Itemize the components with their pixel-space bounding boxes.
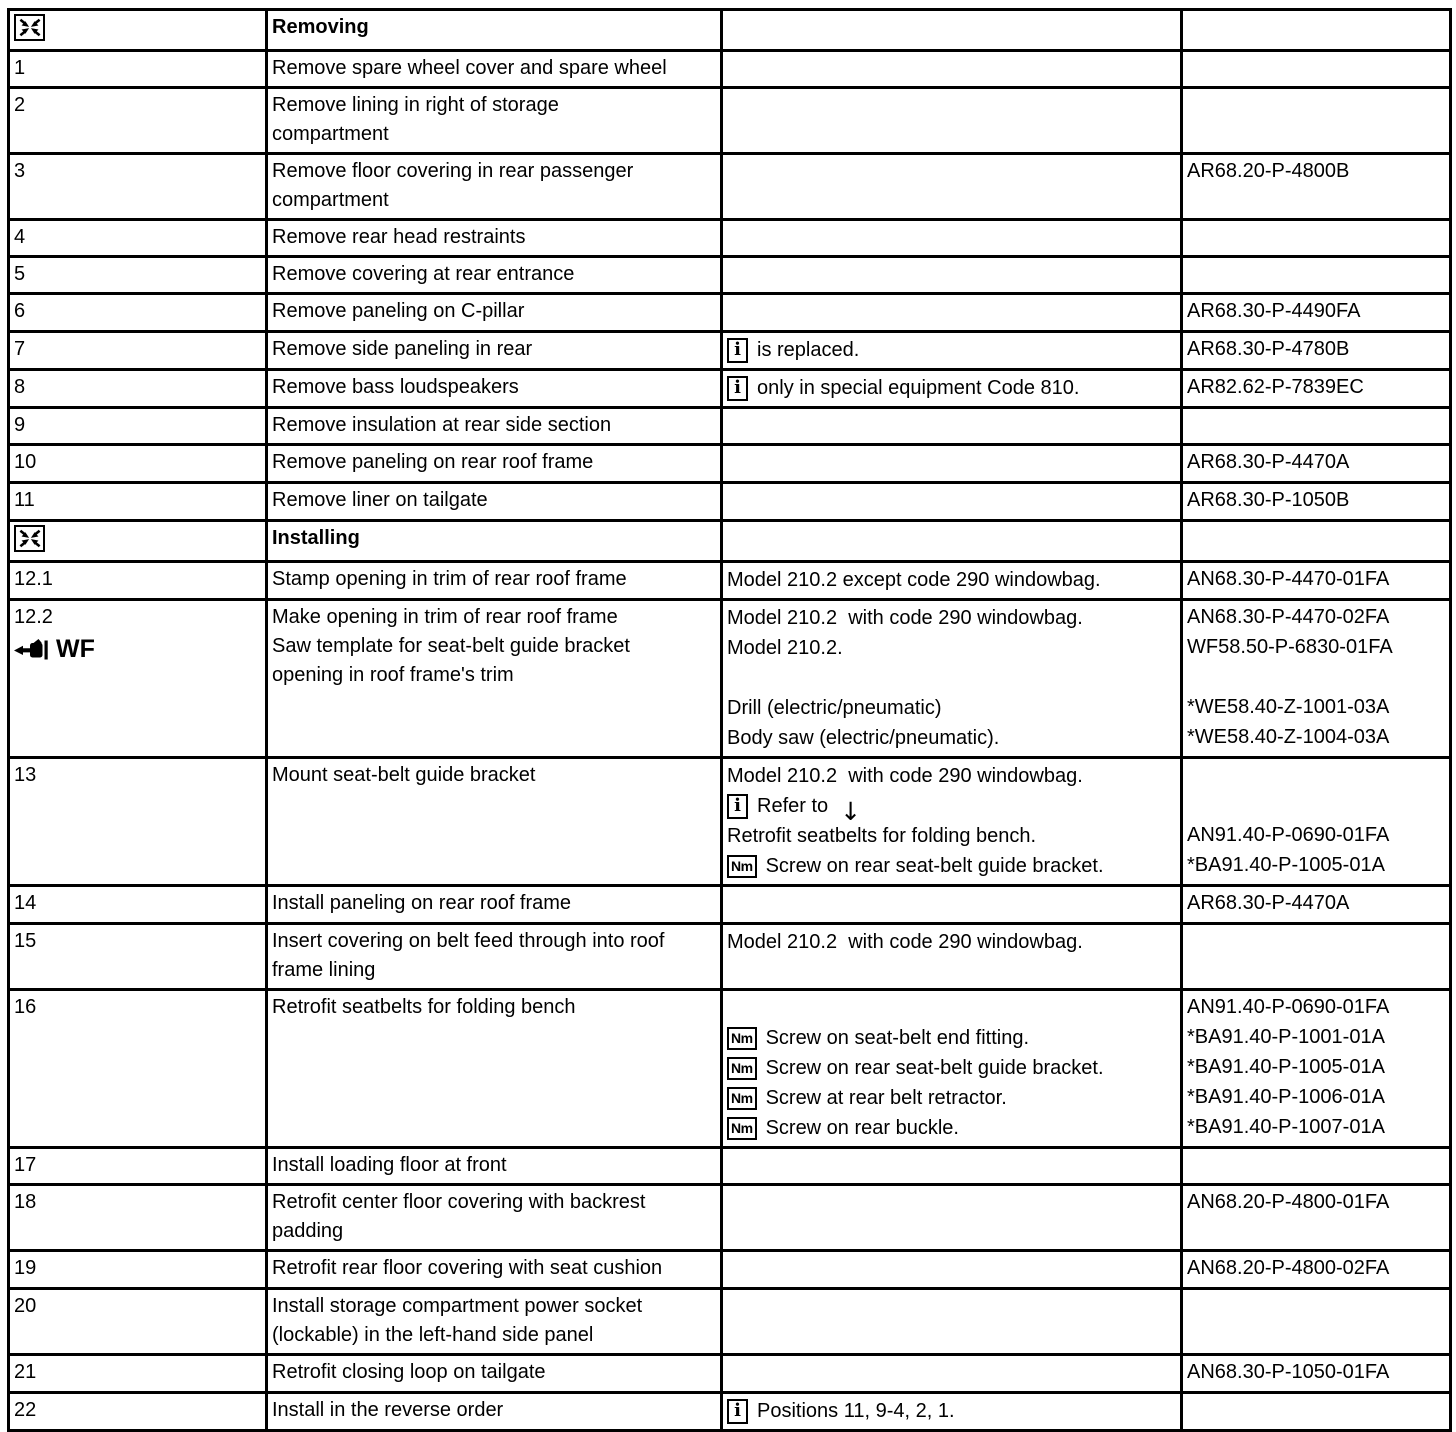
notes-cell [722, 1148, 1182, 1185]
note-text: Model 210.2. [727, 636, 843, 659]
step-cell [9, 1289, 267, 1355]
step-number: 13 [14, 764, 37, 786]
collapse-arrows-icon [14, 14, 45, 41]
table-row [9, 562, 1451, 600]
notes-cell [722, 1355, 1182, 1393]
procedure-cell [267, 1185, 722, 1251]
note-line [727, 821, 1174, 851]
procedure-cell [267, 521, 722, 562]
reference-cell [1182, 257, 1451, 294]
step-number: 11 [14, 489, 35, 511]
reference-cell [1182, 445, 1451, 483]
table-row [9, 990, 1451, 1148]
reference-cell [1182, 294, 1451, 332]
step-cell [9, 483, 267, 521]
procedure-text: padding [272, 1220, 344, 1242]
table-row [9, 1148, 1451, 1185]
procedure-table-body [9, 10, 1451, 1431]
step-cell [9, 1185, 267, 1251]
note-line [727, 693, 1174, 723]
note-text: Model 210.2 with code 290 windowbag. [727, 606, 1083, 629]
reference-cell [1182, 1185, 1451, 1251]
procedure-text: Install in the reverse order [272, 1399, 504, 1421]
step-number: 8 [14, 376, 26, 398]
reference-code: *BA91.40-P-1007-01A [1187, 1116, 1385, 1138]
notes-cell [722, 924, 1182, 990]
procedure-text: Install loading floor at front [272, 1154, 507, 1176]
note-text: is replaced. [757, 338, 860, 361]
procedure-text: Insert covering on belt feed through into roof [272, 930, 665, 952]
note-line [727, 565, 1174, 595]
reference-code: AN68.30-P-1050-01FA [1187, 1361, 1390, 1383]
reference-code [1187, 761, 1443, 791]
table-row [9, 1251, 1451, 1289]
note-line [727, 373, 1174, 403]
procedure-text: Remove covering at rear entrance [272, 263, 575, 285]
note-text: Screw on seat-belt end fitting. [765, 1026, 1030, 1049]
info-icon: i [727, 376, 748, 401]
reference-code: AN68.20-P-4800-01FA [1187, 1191, 1390, 1213]
notes-cell [722, 521, 1182, 562]
section-row [9, 521, 1451, 562]
torque-nm-icon: Nm [727, 1057, 757, 1080]
procedure-cell [267, 1289, 722, 1355]
reference-cell [1182, 924, 1451, 990]
step-number: 12.2 [14, 606, 53, 628]
step-cell [9, 257, 267, 294]
note-line [727, 791, 1174, 826]
reference-cell [1182, 886, 1451, 924]
note-line [727, 1396, 1174, 1426]
procedure-cell [267, 886, 722, 924]
notes-cell [722, 562, 1182, 600]
step-number: 12.1 [14, 568, 53, 590]
step-number: 3 [14, 160, 26, 182]
step-number: 16 [14, 996, 37, 1018]
wf-reference-badge [14, 635, 259, 664]
step-number: 1 [14, 57, 26, 79]
procedure-text: Make opening in trim of rear roof frame [272, 606, 618, 628]
table-row [9, 220, 1451, 257]
procedure-cell [267, 1251, 722, 1289]
procedure-cell [267, 924, 722, 990]
reference-code [1187, 663, 1443, 693]
procedure-cell [267, 1148, 722, 1185]
procedure-cell [267, 257, 722, 294]
step-cell [9, 408, 267, 445]
procedure-cell [267, 990, 722, 1148]
notes-cell [722, 445, 1182, 483]
table-row [9, 483, 1451, 521]
procedure-text: Remove rear head restraints [272, 226, 526, 248]
notes-cell [722, 88, 1182, 154]
info-icon: i [727, 338, 748, 363]
step-cell [9, 10, 267, 51]
procedure-text: Saw template for seat-belt guide bracket [272, 635, 630, 657]
notes-cell [722, 370, 1182, 408]
note-text: Model 210.2 except code 290 windowbag. [727, 568, 1101, 591]
reference-cell [1182, 600, 1451, 758]
note-text: Screw on rear buckle. [765, 1116, 959, 1139]
procedure-text: Retrofit seatbelts for folding bench [272, 996, 576, 1018]
notes-cell [722, 408, 1182, 445]
procedure-text: compartment [272, 123, 389, 145]
reference-code: AR68.30-P-1050B [1187, 489, 1350, 511]
step-number: 15 [14, 930, 37, 952]
procedure-text: Remove side paneling in rear [272, 338, 533, 360]
table-row [9, 1393, 1451, 1431]
collapse-arrows-icon [14, 525, 45, 552]
table-row [9, 600, 1451, 758]
torque-nm-icon: Nm [727, 1027, 757, 1050]
reference-code: AN68.20-P-4800-02FA [1187, 1257, 1390, 1279]
step-cell [9, 370, 267, 408]
step-number: 5 [14, 263, 26, 285]
pointing-hand-icon [14, 638, 49, 662]
step-cell [9, 154, 267, 220]
step-cell [9, 886, 267, 924]
procedure-text: Remove paneling on C-pillar [272, 300, 525, 322]
reference-cell [1182, 990, 1451, 1148]
reference-code: *BA91.40-P-1006-01A [1187, 1086, 1385, 1108]
reference-code: WF58.50-P-6830-01FA [1187, 636, 1393, 658]
procedure-text: frame lining [272, 959, 376, 981]
procedure-text: (lockable) in the left-hand side panel [272, 1324, 594, 1346]
step-cell [9, 1355, 267, 1393]
procedure-text: Remove paneling on rear roof frame [272, 451, 594, 473]
procedure-text: Retrofit center floor covering with backrest [272, 1191, 646, 1213]
reference-code [1187, 791, 1443, 821]
table-row [9, 294, 1451, 332]
procedure-cell [267, 220, 722, 257]
step-cell [9, 332, 267, 370]
procedure-table [7, 8, 1452, 1432]
step-cell [9, 1393, 267, 1431]
step-cell [9, 445, 267, 483]
step-number: 6 [14, 300, 26, 322]
step-number: 22 [14, 1399, 37, 1421]
down-arrow-icon: ↓ [840, 796, 862, 826]
note-text: only in special equipment Code 810. [757, 376, 1080, 399]
reference-cell [1182, 562, 1451, 600]
note-text: Model 210.2 with code 290 windowbag. [727, 930, 1083, 953]
notes-cell [722, 1185, 1182, 1251]
note-line [727, 335, 1174, 365]
note-text: Body saw (electric/pneumatic). [727, 726, 1000, 749]
reference-cell [1182, 154, 1451, 220]
reference-code: *BA91.40-P-1001-01A [1187, 1026, 1385, 1048]
step-cell [9, 220, 267, 257]
notes-cell [722, 10, 1182, 51]
note-line [727, 761, 1174, 791]
procedure-text: Install paneling on rear roof frame [272, 892, 572, 914]
step-number: 14 [14, 892, 37, 914]
table-row [9, 924, 1451, 990]
procedure-cell [267, 10, 722, 51]
section-row [9, 10, 1451, 51]
notes-cell [722, 886, 1182, 924]
reference-cell [1182, 483, 1451, 521]
reference-cell [1182, 521, 1451, 562]
notes-cell [722, 294, 1182, 332]
note-line [727, 603, 1174, 633]
step-cell [9, 990, 267, 1148]
torque-nm-icon: Nm [727, 1087, 757, 1110]
table-row [9, 1185, 1451, 1251]
step-cell [9, 924, 267, 990]
note-text: Screw on rear seat-belt guide bracket. [765, 854, 1104, 877]
notes-cell [722, 483, 1182, 521]
reference-code: *BA91.40-P-1005-01A [1187, 854, 1385, 876]
procedure-cell [267, 483, 722, 521]
reference-code: *BA91.40-P-1005-01A [1187, 1056, 1385, 1078]
torque-nm-icon: Nm [727, 855, 757, 878]
torque-nm-icon: Nm [727, 1117, 757, 1140]
procedure-text: Install storage compartment power socket [272, 1295, 643, 1317]
reference-code: *WE58.40-Z-1004-03A [1187, 726, 1390, 748]
table-row [9, 370, 1451, 408]
reference-code: AN68.30-P-4470-02FA [1187, 606, 1390, 628]
procedure-cell [267, 408, 722, 445]
reference-code: AR68.30-P-4490FA [1187, 300, 1361, 322]
note-line [727, 1113, 1174, 1143]
reference-code: AN91.40-P-0690-01FA [1187, 996, 1390, 1018]
step-number: 18 [14, 1191, 37, 1213]
table-row [9, 88, 1451, 154]
note-line [727, 1083, 1174, 1113]
step-cell [9, 600, 267, 758]
procedure-text: Remove bass loudspeakers [272, 376, 519, 398]
reference-code: *WE58.40-Z-1001-03A [1187, 696, 1390, 718]
procedure-cell [267, 562, 722, 600]
note-line [727, 633, 1174, 663]
reference-cell [1182, 370, 1451, 408]
note-line [727, 1023, 1174, 1053]
reference-code: AN91.40-P-0690-01FA [1187, 824, 1390, 846]
reference-cell [1182, 408, 1451, 445]
reference-cell [1182, 1289, 1451, 1355]
procedure-cell [267, 758, 722, 886]
procedure-cell [267, 445, 722, 483]
procedure-text: Remove insulation at rear side section [272, 414, 612, 436]
note-line [727, 723, 1174, 753]
step-number: 7 [14, 338, 26, 360]
step-cell [9, 521, 267, 562]
procedure-cell [267, 88, 722, 154]
reference-cell [1182, 1148, 1451, 1185]
reference-code: AN68.30-P-4470-01FA [1187, 568, 1390, 590]
procedure-text: Remove floor covering in rear passenger [272, 160, 634, 182]
reference-cell [1182, 1393, 1451, 1431]
procedure-cell [267, 1393, 722, 1431]
notes-cell [722, 257, 1182, 294]
procedure-text: Stamp opening in trim of rear roof frame [272, 568, 627, 590]
procedure-cell [267, 370, 722, 408]
note-text: Model 210.2 with code 290 windowbag. [727, 764, 1083, 787]
note-text: Screw on rear seat-belt guide bracket. [765, 1056, 1104, 1079]
note-text: Screw at rear belt retractor. [765, 1086, 1007, 1109]
procedure-text: opening in roof frame's trim [272, 664, 514, 686]
table-row [9, 51, 1451, 88]
step-number: 20 [14, 1295, 37, 1317]
table-row [9, 257, 1451, 294]
note-line [727, 663, 1174, 693]
step-cell [9, 1251, 267, 1289]
reference-code: AR82.62-P-7839EC [1187, 376, 1364, 398]
step-cell [9, 294, 267, 332]
procedure-cell [267, 294, 722, 332]
table-row [9, 332, 1451, 370]
step-number: 10 [14, 451, 37, 473]
procedure-cell [267, 600, 722, 758]
reference-code: AR68.20-P-4800B [1187, 160, 1350, 182]
step-number: 21 [14, 1361, 37, 1383]
wf-label: WF [56, 635, 95, 663]
table-row [9, 408, 1451, 445]
step-number: 19 [14, 1257, 37, 1279]
reference-cell [1182, 220, 1451, 257]
procedure-text: Retrofit rear floor covering with seat cushion [272, 1257, 663, 1279]
procedure-cell [267, 1355, 722, 1393]
procedure-text: Remove spare wheel cover and spare wheel [272, 57, 667, 79]
reference-cell [1182, 88, 1451, 154]
notes-cell [722, 220, 1182, 257]
reference-cell [1182, 758, 1451, 886]
reference-code: AR68.30-P-4470A [1187, 451, 1350, 473]
notes-cell [722, 990, 1182, 1148]
procedure-cell [267, 154, 722, 220]
reference-cell [1182, 332, 1451, 370]
procedure-text: compartment [272, 189, 389, 211]
reference-cell [1182, 1355, 1451, 1393]
reference-code: AR68.30-P-4470A [1187, 892, 1350, 914]
notes-cell [722, 1251, 1182, 1289]
procedure-text: Remove liner on tailgate [272, 489, 488, 511]
note-text: Retrofit seatbelts for folding bench. [727, 824, 1037, 847]
table-row [9, 758, 1451, 886]
info-icon: i [727, 1399, 748, 1424]
section-title: Installing [272, 527, 360, 549]
notes-cell [722, 51, 1182, 88]
reference-cell [1182, 1251, 1451, 1289]
note-line [727, 1053, 1174, 1083]
procedure-text: Retrofit closing loop on tailgate [272, 1361, 546, 1383]
note-line [727, 993, 1174, 1023]
notes-cell [722, 1393, 1182, 1431]
info-icon: i [727, 794, 748, 819]
step-number: 9 [14, 414, 26, 436]
procedure-cell [267, 332, 722, 370]
procedure-text: Remove lining in right of storage [272, 94, 559, 116]
table-row [9, 154, 1451, 220]
reference-cell [1182, 10, 1451, 51]
reference-code: AR68.30-P-4780B [1187, 338, 1350, 360]
step-cell [9, 758, 267, 886]
note-line [727, 927, 1174, 957]
note-line [727, 851, 1174, 881]
table-row [9, 1289, 1451, 1355]
procedure-cell [267, 51, 722, 88]
table-row [9, 886, 1451, 924]
note-text: Refer to [757, 794, 829, 817]
notes-cell [722, 1289, 1182, 1355]
step-number: 2 [14, 94, 26, 116]
table-row [9, 1355, 1451, 1393]
notes-cell [722, 154, 1182, 220]
note-text: Drill (electric/pneumatic) [727, 696, 942, 719]
step-cell [9, 1148, 267, 1185]
step-number: 17 [14, 1154, 37, 1176]
notes-cell [722, 332, 1182, 370]
step-cell [9, 51, 267, 88]
step-cell [9, 88, 267, 154]
step-cell [9, 562, 267, 600]
note-text: Positions 11, 9-4, 2, 1. [757, 1399, 955, 1422]
table-row [9, 445, 1451, 483]
step-number: 4 [14, 226, 26, 248]
procedure-text: Mount seat-belt guide bracket [272, 764, 536, 786]
section-title: Removing [272, 16, 369, 38]
notes-cell [722, 600, 1182, 758]
notes-cell [722, 758, 1182, 886]
reference-cell [1182, 51, 1451, 88]
